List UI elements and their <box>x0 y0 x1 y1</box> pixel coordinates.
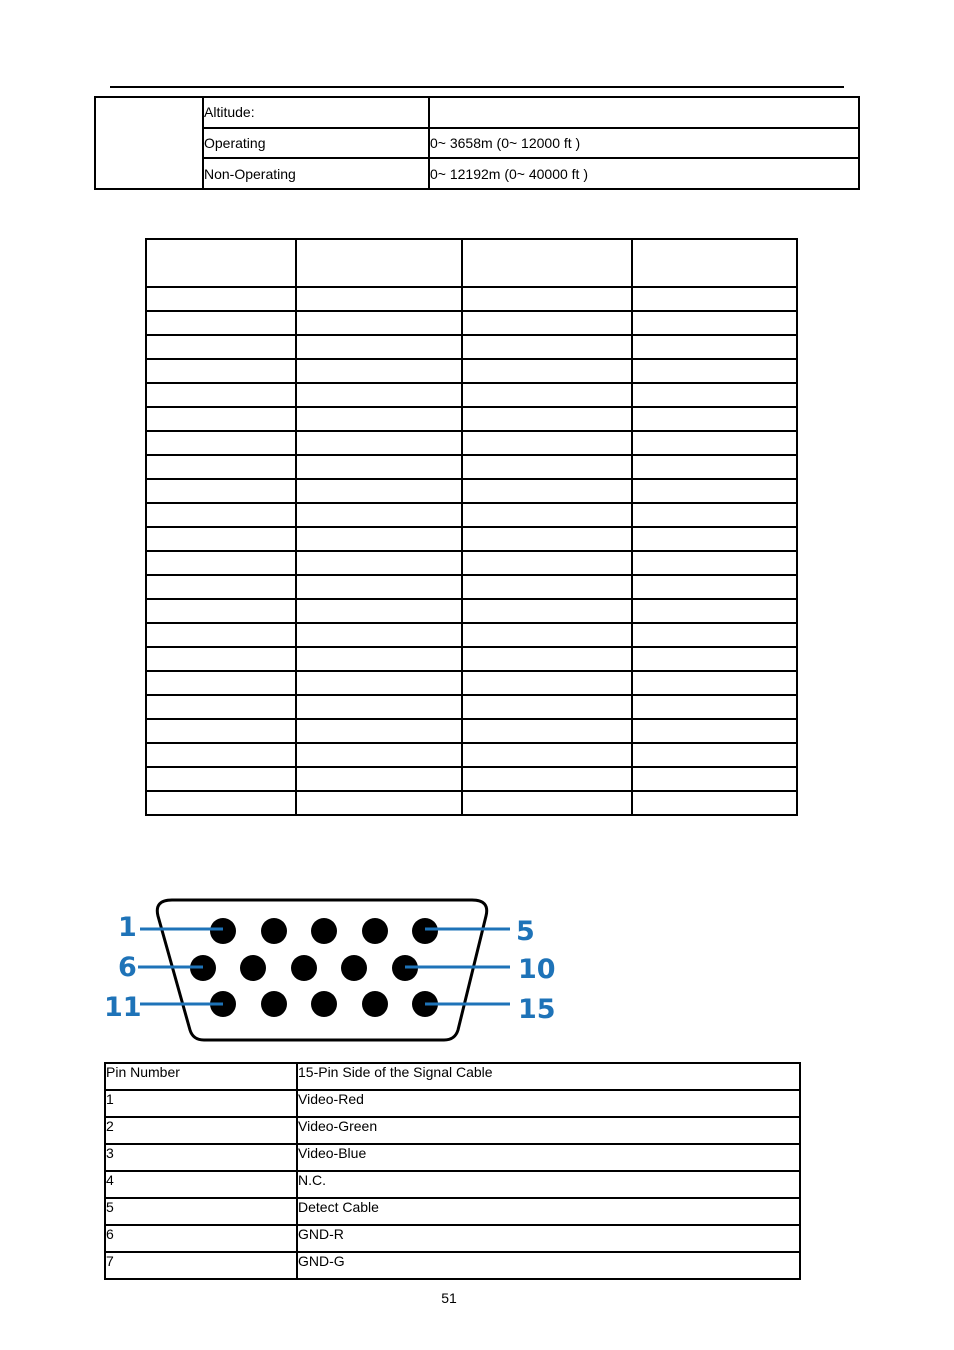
vga-connector-diagram <box>100 890 560 1048</box>
grid-cell <box>632 503 797 527</box>
grid-cell <box>296 671 462 695</box>
grid-cell <box>462 719 632 743</box>
pin-label-11: 11 <box>104 992 142 1023</box>
grid-cell <box>146 791 296 815</box>
grid-cell <box>462 791 632 815</box>
grid-cell <box>462 743 632 767</box>
grid-cell <box>462 239 632 287</box>
grid-cell <box>146 383 296 407</box>
pin-number-cell: 1 <box>105 1090 297 1117</box>
table-row <box>105 1090 800 1117</box>
altitude-operating-label: Operating <box>203 128 429 159</box>
grid-cell <box>146 599 296 623</box>
grid-cell <box>146 767 296 791</box>
grid-cell <box>296 239 462 287</box>
pin-assignment-table <box>104 1062 801 1280</box>
pin-2 <box>261 918 287 944</box>
grid-row <box>146 623 797 647</box>
grid-cell <box>462 455 632 479</box>
grid-cell <box>632 431 797 455</box>
grid-cell <box>632 407 797 431</box>
grid-row <box>146 695 797 719</box>
grid-cell <box>296 695 462 719</box>
grid-cell <box>296 743 462 767</box>
grid-row <box>146 575 797 599</box>
grid-cell <box>296 719 462 743</box>
grid-cell <box>146 503 296 527</box>
grid-cell <box>632 287 797 311</box>
pin-label-1: 1 <box>118 912 137 943</box>
grid-cell <box>296 431 462 455</box>
pin-signal-cell: Video-Red <box>297 1090 800 1117</box>
grid-cell <box>146 335 296 359</box>
grid-cell <box>462 479 632 503</box>
grid-cell <box>462 575 632 599</box>
grid-cell <box>462 383 632 407</box>
pin-4 <box>362 918 388 944</box>
grid-cell <box>632 575 797 599</box>
grid-cell <box>296 551 462 575</box>
grid-cell <box>632 527 797 551</box>
grid-cell <box>146 743 296 767</box>
grid-cell <box>632 695 797 719</box>
grid-cell <box>632 623 797 647</box>
altitude-table <box>94 96 860 190</box>
grid-row <box>146 431 797 455</box>
grid-row <box>146 671 797 695</box>
pin-label-15: 15 <box>518 994 556 1025</box>
table-row <box>95 158 859 189</box>
grid-row <box>146 479 797 503</box>
grid-cell <box>296 623 462 647</box>
pin-label-6: 6 <box>118 952 137 983</box>
grid-cell <box>632 239 797 287</box>
grid-row <box>146 287 797 311</box>
grid-cell <box>462 503 632 527</box>
grid-cell <box>146 551 296 575</box>
grid-cell <box>632 647 797 671</box>
grid-cell <box>296 767 462 791</box>
grid-cell <box>146 623 296 647</box>
grid-row <box>146 647 797 671</box>
grid-cell <box>146 719 296 743</box>
grid-cell <box>462 407 632 431</box>
grid-cell <box>462 335 632 359</box>
grid-row <box>146 527 797 551</box>
grid-cell <box>296 383 462 407</box>
grid-cell <box>146 527 296 551</box>
altitude-nonoperating-value: 0~ 12192m (0~ 40000 ft ) <box>429 158 859 189</box>
grid-row <box>146 455 797 479</box>
pin-1 <box>210 918 236 944</box>
grid-row <box>146 791 797 815</box>
pin-13 <box>311 991 337 1017</box>
grid-row <box>146 407 797 431</box>
empty-grid-table <box>145 238 798 816</box>
grid-cell <box>632 767 797 791</box>
grid-cell <box>632 551 797 575</box>
grid-cell <box>462 359 632 383</box>
pin-3 <box>311 918 337 944</box>
pin-signal-cell: Detect Cable <box>297 1198 800 1225</box>
grid-row <box>146 335 797 359</box>
grid-cell <box>462 311 632 335</box>
grid-cell <box>146 239 296 287</box>
grid-cell <box>296 407 462 431</box>
pin-number-cell: 3 <box>105 1144 297 1171</box>
grid-cell <box>462 551 632 575</box>
grid-cell <box>462 599 632 623</box>
grid-cell <box>632 335 797 359</box>
grid-cell <box>462 431 632 455</box>
grid-cell <box>296 575 462 599</box>
grid-cell <box>296 791 462 815</box>
pin-5 <box>412 918 438 944</box>
grid-cell <box>296 647 462 671</box>
altitude-operating-value: 0~ 3658m (0~ 12000 ft ) <box>429 128 859 159</box>
grid-cell <box>146 479 296 503</box>
table-row <box>95 97 859 128</box>
grid-row <box>146 767 797 791</box>
grid-cell <box>146 407 296 431</box>
grid-cell <box>632 671 797 695</box>
pin-9 <box>341 955 367 981</box>
grid-cell <box>296 455 462 479</box>
altitude-header-label: Altitude: <box>203 97 429 128</box>
pin-number-cell: 6 <box>105 1225 297 1252</box>
pin-number-cell: 4 <box>105 1171 297 1198</box>
grid-row <box>146 719 797 743</box>
grid-cell <box>462 623 632 647</box>
grid-cell <box>632 455 797 479</box>
grid-cell <box>462 767 632 791</box>
grid-row <box>146 311 797 335</box>
grid-cell <box>462 695 632 719</box>
grid-cell <box>632 719 797 743</box>
table-row <box>105 1171 800 1198</box>
grid-row <box>146 743 797 767</box>
grid-cell <box>632 599 797 623</box>
grid-cell <box>296 503 462 527</box>
grid-cell <box>296 599 462 623</box>
grid-cell <box>632 791 797 815</box>
table-row <box>105 1144 800 1171</box>
grid-cell <box>146 647 296 671</box>
pin-12 <box>261 991 287 1017</box>
grid-cell <box>146 311 296 335</box>
grid-cell <box>146 671 296 695</box>
pin-signal-cell: N.C. <box>297 1171 800 1198</box>
page-number: 51 <box>441 1290 457 1306</box>
grid-row <box>146 599 797 623</box>
pin-signal-cell: Video-Green <box>297 1117 800 1144</box>
grid-cell <box>462 647 632 671</box>
table-row <box>105 1252 800 1279</box>
altitude-nonoperating-label: Non-Operating <box>203 158 429 189</box>
grid-cell <box>632 743 797 767</box>
grid-cell <box>462 671 632 695</box>
column-header-signal: 15-Pin Side of the Signal Cable <box>297 1063 800 1090</box>
pin-label-5: 5 <box>516 916 535 947</box>
grid-cell <box>296 527 462 551</box>
grid-cell <box>296 287 462 311</box>
pin-14 <box>362 991 388 1017</box>
header-rule <box>110 86 844 88</box>
column-header-pin-number: Pin Number <box>105 1063 297 1090</box>
grid-cell <box>296 335 462 359</box>
grid-cell <box>462 287 632 311</box>
altitude-header-value <box>429 97 859 128</box>
grid-cell <box>632 311 797 335</box>
grid-cell <box>632 359 797 383</box>
grid-cell <box>296 311 462 335</box>
grid-cell <box>146 287 296 311</box>
pin-signal-cell: GND-G <box>297 1252 800 1279</box>
grid-cell <box>632 383 797 407</box>
grid-cell <box>632 479 797 503</box>
grid-header-row <box>146 239 797 287</box>
pin-signal-cell: Video-Blue <box>297 1144 800 1171</box>
grid-row <box>146 503 797 527</box>
grid-row <box>146 551 797 575</box>
grid-cell <box>296 479 462 503</box>
table-row <box>105 1225 800 1252</box>
grid-cell <box>146 431 296 455</box>
grid-cell <box>146 575 296 599</box>
pin-8 <box>291 955 317 981</box>
grid-cell <box>462 527 632 551</box>
table-row <box>105 1198 800 1225</box>
pin-number-cell: 5 <box>105 1198 297 1225</box>
table-header-row <box>105 1063 800 1090</box>
altitude-empty-cell <box>95 97 203 189</box>
grid-row <box>146 359 797 383</box>
pin-label-10: 10 <box>518 954 556 985</box>
pin-number-cell: 7 <box>105 1252 297 1279</box>
pin-signal-cell: GND-R <box>297 1225 800 1252</box>
pin-number-cell: 2 <box>105 1117 297 1144</box>
grid-row <box>146 383 797 407</box>
table-row <box>105 1117 800 1144</box>
grid-cell <box>146 455 296 479</box>
grid-cell <box>296 359 462 383</box>
grid-cell <box>146 359 296 383</box>
grid-cell <box>146 695 296 719</box>
table-row <box>95 128 859 159</box>
pin-7 <box>240 955 266 981</box>
